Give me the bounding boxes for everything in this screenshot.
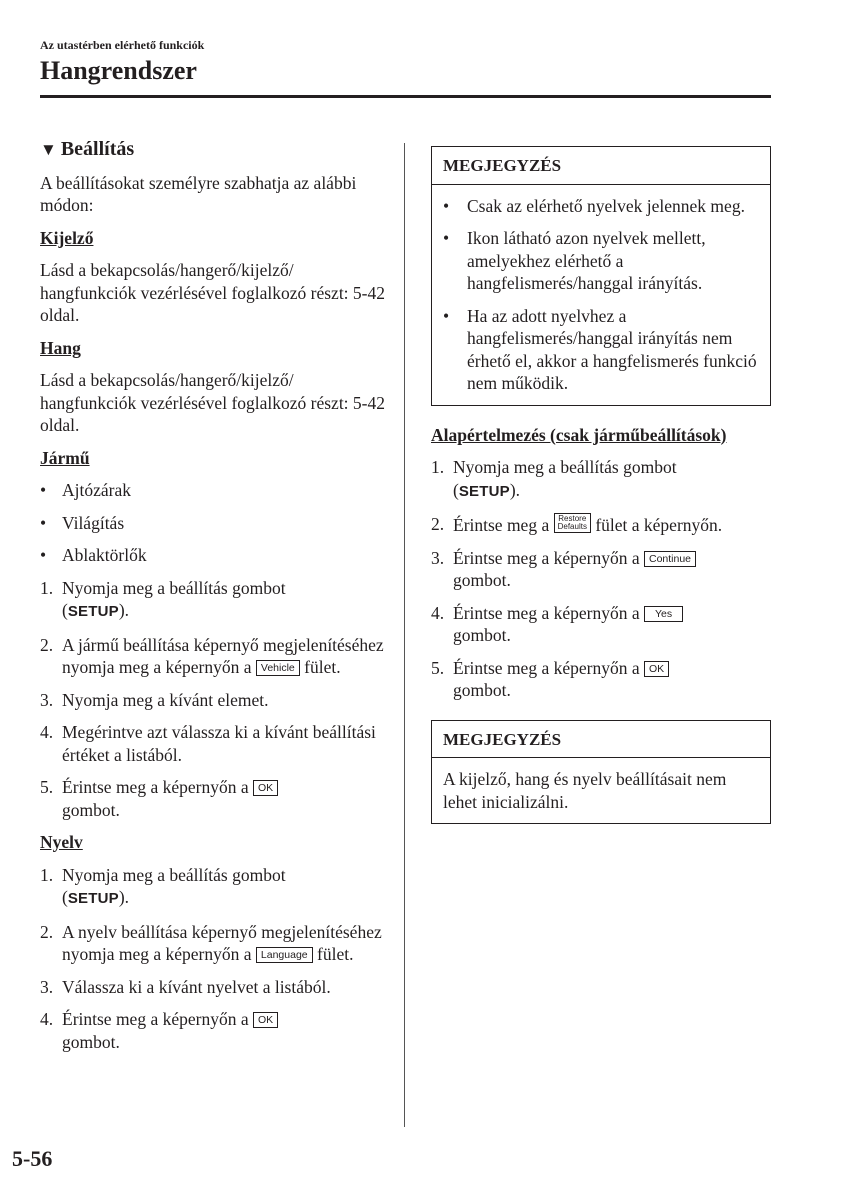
triangle-down-icon: ▼ xyxy=(40,140,57,159)
note-box xyxy=(431,146,771,406)
step-text: Érintse meg a képernyőn a xyxy=(62,1009,249,1029)
step-number: 1. xyxy=(40,577,54,598)
header-rule xyxy=(40,95,771,98)
list-item-text: Világítás xyxy=(62,512,125,533)
defaults-heading: Alapértelmezés (csak járműbeállítások) xyxy=(431,424,727,445)
list-item xyxy=(443,227,759,295)
list-item-text: Ajtózárak xyxy=(62,480,131,500)
column-divider xyxy=(404,143,405,1127)
step-number: 5. xyxy=(40,777,54,797)
bullet-dot-icon: • xyxy=(40,545,47,565)
running-header: Az utastérben elérhető funkciók xyxy=(40,38,205,52)
display-text: Lásd a bekapcsolás/hangerő/kijelző/ hangfunkciók vezérlésével foglalkozó részt: 5-42 oldal. xyxy=(40,260,386,325)
vehicle-tab-label: Vehicle xyxy=(256,660,300,676)
step-number: 3. xyxy=(40,976,54,997)
page-number: 5-56 xyxy=(12,1146,53,1171)
step-number: 1. xyxy=(40,864,54,885)
step-text: Nyomja meg a beállítás gombot xyxy=(62,864,286,885)
step-text-end: gombot. xyxy=(453,680,511,700)
step-item xyxy=(40,689,392,712)
vehicle-steps xyxy=(40,577,392,822)
step-item xyxy=(40,776,392,821)
list-item xyxy=(40,544,392,567)
note-bullet-list xyxy=(443,195,759,395)
step-text-end: fület. xyxy=(317,944,354,964)
sound-heading: Hang xyxy=(40,337,81,358)
step-text: Nyomja meg a kívánt elemet. xyxy=(62,689,269,710)
language-heading: Nyelv xyxy=(40,832,83,852)
defaults-steps xyxy=(431,456,771,702)
list-item xyxy=(40,512,392,535)
setup-key-label: SETUP xyxy=(67,603,119,620)
step-number: 2. xyxy=(40,634,54,655)
right-column xyxy=(431,146,771,842)
step-item xyxy=(431,513,771,537)
continue-button-label: Continue xyxy=(644,551,696,567)
step-text: A nyelv beállítása képernyő megjelenítéséhez nyomja meg a képernyőn a xyxy=(62,921,382,964)
step-number: 2. xyxy=(40,921,54,942)
ok-button-label: OK xyxy=(253,780,278,796)
note-text: A kijelző, hang és nyelv beállításait nem lehet inicializálni. xyxy=(443,769,727,812)
vehicle-bullet-list xyxy=(40,479,392,567)
step-text-end: gombot. xyxy=(62,1031,120,1052)
tab-line-2: Defaults xyxy=(557,522,587,531)
list-item-text: Ha az adott nyelvhez a hangfelismerés/hanggal irányítás nem érhető el, akkor a hangfelismerés funkció nem működik. xyxy=(467,305,757,393)
vehicle-heading: Jármű xyxy=(40,447,90,468)
display-heading: Kijelző xyxy=(40,227,94,248)
step-number: 3. xyxy=(40,689,54,710)
left-column xyxy=(40,138,392,1063)
paren-close: ). xyxy=(509,479,521,500)
step-item xyxy=(40,634,392,679)
step-text-end: fület a képernyőn. xyxy=(595,515,723,535)
step-number: 1. xyxy=(431,457,445,477)
step-item xyxy=(40,864,392,911)
step-number: 4. xyxy=(40,1009,54,1029)
list-item-text: Csak az elérhető nyelvek jelennek meg. xyxy=(467,195,745,216)
step-number: 3. xyxy=(431,547,445,568)
yes-button-label: Yes xyxy=(644,606,683,622)
bullet-dot-icon: • xyxy=(40,512,47,533)
paren-close: ) xyxy=(118,600,125,620)
step-item xyxy=(431,602,771,647)
list-item xyxy=(40,479,392,502)
list-item-text: Ikon látható azon nyelvek mellett, amelyekhez elérhető a hangfelismerés/hanggal irányítás. xyxy=(467,228,706,293)
step-number: 2. xyxy=(431,514,445,534)
step-text-end: fület. xyxy=(304,657,341,677)
step-text: Érintse meg a képernyőn a xyxy=(453,547,640,568)
ok-button-label: OK xyxy=(253,1012,278,1028)
step-text: Nyomja meg a beállítás gombot xyxy=(453,457,677,477)
restore-defaults-tab-label xyxy=(554,513,591,533)
step-text: Érintse meg a képernyőn a xyxy=(62,777,249,797)
paren-open: ( xyxy=(62,887,68,907)
step-text: A jármű beállítása képernyő megjelenítéséhez nyomja meg a képernyőn a xyxy=(62,634,384,677)
page-title: Hangrendszer xyxy=(40,56,197,85)
note-heading: MEGJEGYZÉS xyxy=(432,721,770,759)
paren-open: ( xyxy=(62,600,68,620)
step-text: Érintse meg a képernyőn a xyxy=(453,657,640,678)
step-text: Érintse meg a xyxy=(453,515,550,535)
section-heading-label: Beállítás xyxy=(60,138,135,160)
bullet-dot-icon: • xyxy=(40,480,47,500)
step-item xyxy=(431,456,771,503)
note-body xyxy=(432,185,770,395)
tab-line-1: Restore xyxy=(558,514,587,523)
setup-key-label: SETUP xyxy=(67,890,119,907)
note-box xyxy=(431,720,771,825)
list-item xyxy=(443,305,759,395)
step-text-end: gombot. xyxy=(62,799,120,820)
list-item xyxy=(443,195,759,218)
paren-open: ( xyxy=(453,479,459,500)
section-heading xyxy=(40,138,392,162)
ok-button-label: OK xyxy=(644,661,669,677)
step-item xyxy=(40,921,392,966)
step-item xyxy=(431,547,771,592)
step-item xyxy=(40,577,392,624)
step-item xyxy=(40,976,392,999)
bullet-dot-icon: • xyxy=(443,195,450,216)
step-item xyxy=(40,721,392,766)
step-text-end: gombot. xyxy=(453,625,511,645)
language-tab-label: Language xyxy=(256,947,313,963)
step-number: 5. xyxy=(431,657,445,678)
setup-key-label: SETUP xyxy=(458,482,510,500)
step-item xyxy=(431,657,771,702)
bullet-dot-icon: • xyxy=(443,305,450,326)
language-steps xyxy=(40,864,392,1054)
note-body xyxy=(432,758,770,813)
list-item-text: Ablaktörlők xyxy=(62,545,147,565)
bullet-dot-icon: • xyxy=(443,228,450,248)
step-text-end: gombot. xyxy=(453,570,511,590)
step-text: Érintse meg a képernyőn a xyxy=(453,602,640,623)
step-text: Válassza ki a kívánt nyelvet a listából. xyxy=(62,976,331,997)
step-text: Nyomja meg a beállítás gombot xyxy=(62,577,286,598)
note-heading: MEGJEGYZÉS xyxy=(432,147,770,185)
step-number: 4. xyxy=(431,602,445,623)
step-text-end: . xyxy=(124,600,130,620)
step-number: 4. xyxy=(40,722,54,742)
step-text-end: . xyxy=(124,887,130,907)
step-item xyxy=(40,1008,392,1053)
intro-text: A beállításokat személyre szabhatja az alábbi módon: xyxy=(40,172,357,215)
paren-close: ) xyxy=(118,887,125,907)
step-text: Megérintve azt válassza ki a kívánt beállítási értéket a listából. xyxy=(62,722,376,765)
sound-text: Lásd a bekapcsolás/hangerő/kijelző/ hangfunkciók vezérlésével foglalkozó részt: 5-42 oldal. xyxy=(40,370,386,435)
